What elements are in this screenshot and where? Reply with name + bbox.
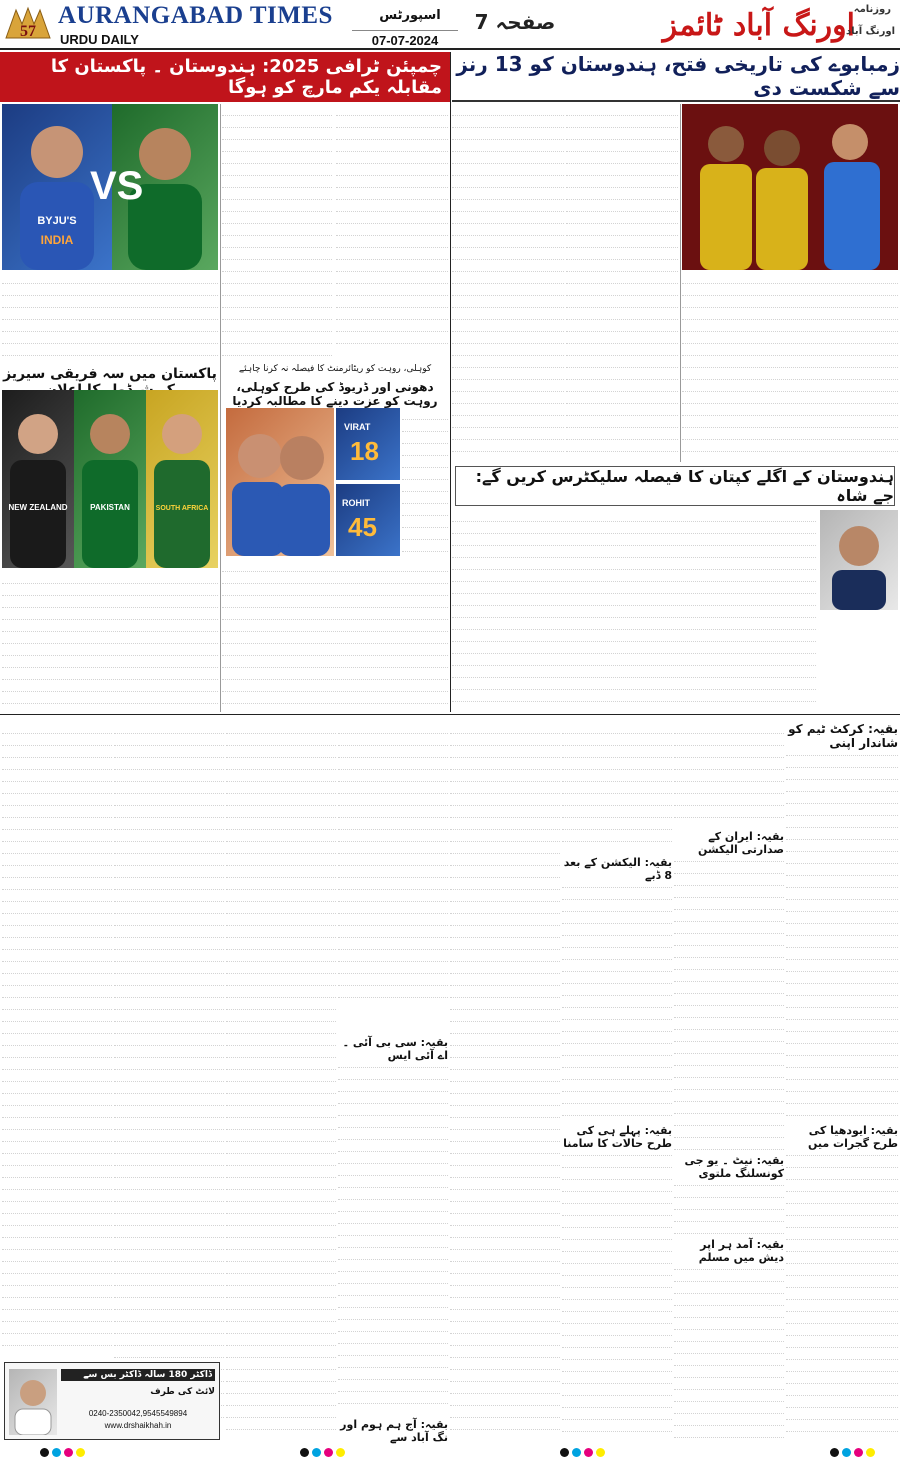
kohli-subheading: کوہلی، روہت کو ریٹائرمنٹ کا فیصلہ نہ کرنا چاہئے [238, 364, 432, 374]
column-divider [220, 104, 221, 712]
urdu-city-label: اورنگ آباد [846, 26, 895, 37]
col6-text [226, 722, 336, 1440]
ayodhya-heading: بقیہ: ایودھیا کی طرح گجرات میں [808, 1124, 898, 1150]
zimbabwe-text-right [682, 272, 898, 462]
vanity-heading: بقیہ: آج ہم ہوم اور نگ آباد سے [340, 1418, 448, 1444]
after-election-text [562, 876, 672, 1120]
headline-champions-trophy: چمپئن ٹرافی 2025: ہندوستان ۔ پاکستان کا مقابلہ یکم مارچ کو ہوگا [0, 52, 450, 102]
neet-heading: بقیہ: نیٹ ۔ یو جی کونسلنگ ملتوی [684, 1154, 784, 1180]
col2-text-top [674, 722, 784, 826]
pakistan-series-headline: پاکستان میں سہ فریقی سیریز [3, 366, 217, 382]
tri-series-text [2, 572, 218, 712]
col5-text-top [338, 722, 448, 1002]
ad-line-2: لائٹ کی طرف [150, 1387, 215, 1397]
column-divider [680, 104, 681, 462]
svg-text:BYJU'S: BYJU'S [37, 215, 77, 227]
pakistan-captain-photo [74, 390, 146, 568]
jay-shah-photo [820, 510, 898, 610]
col4-text [450, 722, 560, 1440]
ayodhya-text [786, 1144, 898, 1440]
page-number: صفحہ 7 [474, 10, 556, 34]
person-portrait-icon [820, 510, 898, 610]
player-silhouette-icon [226, 408, 334, 556]
champions-trophy-text-col3 [336, 104, 448, 358]
issue-date: 07-07-2024 [352, 30, 458, 48]
champions-trophy-text-col2 [222, 104, 332, 364]
zimbabwe-india-photo [682, 104, 898, 270]
col3-text-top [562, 722, 672, 852]
player-silhouette-icon [146, 390, 218, 568]
registration-marks [300, 1448, 345, 1458]
english-title: AURANGABAD TIMES [58, 2, 333, 29]
player-silhouette-icon [74, 390, 146, 568]
doctor-photo [9, 1369, 57, 1435]
up-muslim-heading: بقیہ: آمد ہر اپر دیش میں مسلم [698, 1238, 784, 1264]
svg-text:57: 57 [20, 23, 36, 40]
zimbabwe-text-col1 [452, 104, 564, 460]
anniversary-logo-icon [2, 4, 54, 46]
jay-shah-text [452, 510, 816, 710]
ad-website: www.drshaikhah.in [104, 1421, 172, 1430]
virat-jersey-name: VIRAT [344, 422, 371, 432]
vs-label: VS [90, 164, 144, 208]
rohit-jersey-name: ROHIT [342, 498, 370, 508]
player-silhouette-icon [2, 390, 74, 568]
ad-line-1: ڈاکٹر 180 سالہ ڈاکٹر بس سے [61, 1369, 215, 1381]
col7-text [114, 722, 224, 1440]
person-portrait-icon [9, 1369, 57, 1435]
svg-text:NEW ZEALAND: NEW ZEALAND [8, 503, 68, 512]
section-name: اسپورٹس [379, 8, 441, 23]
urdu-weekly-label: روزنامہ [853, 4, 891, 15]
after-election-heading: بقیہ: الیکشن کے بعد 8 ڈبے [563, 856, 672, 882]
urdu-brand [620, 0, 895, 48]
up-muslim-text [674, 1258, 784, 1440]
rohit-babar-photo [2, 104, 218, 270]
iran-election-text [674, 850, 784, 1150]
col8-text [2, 722, 112, 1358]
southafrica-captain-photo [146, 390, 218, 568]
masthead [0, 0, 900, 50]
ad-phone: 0240-2350042,9545549894 [88, 1409, 188, 1418]
dhoni-text-side [402, 408, 448, 556]
previous-like-text [562, 1144, 672, 1440]
svg-text:PAKISTAN: PAKISTAN [90, 503, 130, 512]
tri-series-photo [2, 390, 218, 568]
champions-trophy-text-left [2, 272, 218, 364]
section-divider [0, 714, 900, 715]
svg-text:SOUTH AFRICA: SOUTH AFRICA [155, 505, 209, 512]
virat-jersey-photo [336, 408, 400, 480]
rohit-jersey-photo [336, 484, 400, 556]
kohli-rohit-photo [226, 408, 334, 556]
players-celebration-icon [682, 104, 898, 270]
registration-marks [830, 1448, 875, 1458]
dhoni-text-body [222, 560, 448, 710]
headline-jay-shah: ہندوستان کے اگلے کپتان کا فیصلہ سلیکٹرس کریں گے: جے شاہ [455, 466, 895, 506]
headline-zimbabwe-win: زمبابوے کی تاریخی فتح، ہندوستان کو 13 رنز سے شکست دی [452, 52, 900, 102]
cricket-team-heading: بقیہ: کرکٹ ٹیم کو شاندار اپنی [788, 722, 898, 750]
newzealand-captain-photo [2, 390, 74, 568]
dhoni-headline: دھونی اور ڈریوڈ کی طرح کوہلی، روہت کو عزت دینے کا مطالبہ کردیا [232, 380, 438, 408]
virat-jersey-number: 18 [350, 436, 379, 466]
iran-election-heading: بقیہ: ایران کے صدارتی الیکشن [697, 830, 784, 856]
registration-marks [40, 1448, 85, 1458]
registration-marks [560, 1448, 605, 1458]
zimbabwe-text-col2 [566, 104, 678, 460]
svg-text:INDIA: INDIA [40, 233, 74, 247]
urdu-newspaper-name: اورنگ آباد ٹائمز [662, 8, 855, 43]
cbi-heading: بقیہ: سی بی آئی ۔ اے آئی ایس [342, 1036, 448, 1062]
rohit-jersey-number: 45 [348, 512, 377, 542]
previous-like-heading: بقیہ: پہلے ہی کی طرح حالات کا سامنا [563, 1124, 672, 1150]
neet-text [674, 1174, 784, 1234]
english-subtitle: URDU DAILY [60, 32, 139, 47]
column-divider [450, 52, 451, 712]
cricket-team-text [786, 744, 898, 1120]
doctor-advertisement [4, 1362, 220, 1440]
cbi-text [338, 1056, 448, 1406]
